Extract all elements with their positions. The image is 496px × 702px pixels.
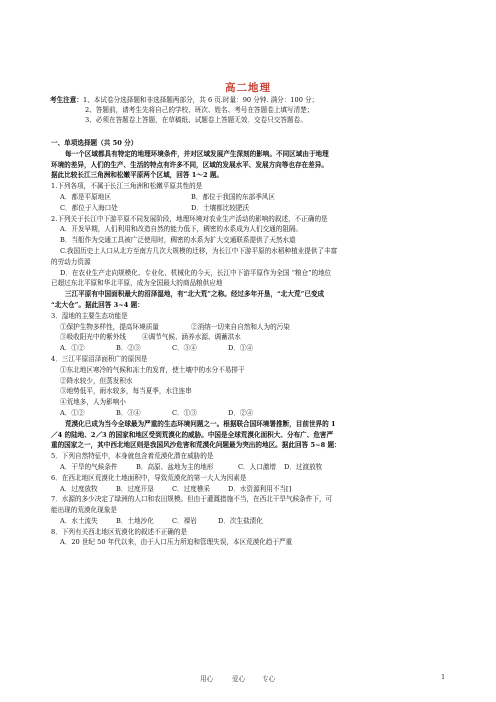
exam-notes: [50, 95, 470, 125]
option-b: B．都位于我国的东部季风区: [191, 192, 275, 201]
option-a: A．干旱的气候条件: [60, 462, 118, 471]
question-1: 1.下列各项，不属于长江三角洲和松嫩平原共性的是: [51, 182, 203, 191]
question-3-items: ③吸收阳光中的紫外线 ④调节气候、涵养水源、调蓄洪水: [60, 333, 241, 342]
option-a: A．都是平原地区: [60, 192, 111, 201]
question-6-options: [51, 484, 459, 495]
option-b: B．过度开垦: [116, 484, 154, 493]
option-c: C．③④: [172, 344, 197, 353]
intro-paragraph: “北大仓”。据此回答 3~4 题：: [51, 300, 144, 309]
question-4: 4．三江平原沼泽面积广的原因是: [51, 354, 148, 363]
option-d: D．水资源利用不当[]: [228, 484, 292, 493]
question-4-item: ③地势低平，雨水较多，每当夏季，水注连串: [60, 387, 192, 396]
question-3-options: [51, 343, 459, 354]
question-7-options: [51, 516, 459, 527]
footer-word: 用心: [200, 675, 214, 683]
option-a: A．20 世纪 50 年代以来，由于人口压力所迫和管理失误，本区荒漠化趋于严重: [60, 538, 293, 547]
option-c: C.我国历史上人口从北方至南方几次大规模的迁移，为长江中下游平原的水稻种植业提供了丰富: [60, 246, 338, 255]
intro-paragraph: 三江平原有中国面积最大的沼泽湿地，有“北大荒”之称。经过多年开垦，“北大荒”已变成: [65, 290, 325, 299]
question-4-item: ④荒地多，人为影响小: [60, 398, 126, 407]
option-d-cont: 已超过东北平原和华北平原，成为全国最大的商品粮供应地: [51, 279, 223, 288]
option-b: B．高原、盆地为主的地形: [136, 462, 214, 471]
option-a: A．①②: [60, 408, 85, 417]
option-b: B．土地沙化: [116, 516, 154, 525]
notes-line-2: 2、答题前，请考生先将自己的学校、班次、姓名、考号在答题卷上填写清楚；: [85, 106, 314, 114]
option-d: D．次生盐渍化: [218, 516, 263, 525]
question-5-options: [51, 462, 459, 473]
option-a: A．水土流失: [60, 516, 98, 525]
question-4-item: ②降水较少，但蒸发积水: [60, 376, 133, 385]
option-b: B．②③: [116, 344, 141, 353]
page-title: 高二地理: [225, 82, 271, 94]
option-c: C．裸岩: [172, 516, 197, 525]
option-c: C．①③: [172, 408, 197, 417]
option-c-cont: 的劳动力资源: [51, 257, 91, 266]
option-d: D．在农业生产走向规模化、专业化、机械化的今天，长江中下游平原作为全国 “粮仓”的地位: [60, 268, 332, 277]
question-3-items: ①保护生物多样性，提高环境质量 ②消纳一切来自自然和人为的污染: [60, 322, 290, 331]
question-5: 5．下列自然特征中，本身就包含着荒漠化潜在威胁的是: [51, 452, 214, 461]
question-8: 8．下列有关西北地区荒漠化的叙述不正确的是: [51, 527, 188, 536]
question-3: 3．湿地的主要生态功能是: [51, 311, 128, 320]
footer-word: 专心: [262, 675, 276, 683]
question-6: 6．在西北地区荒漠化土地面积中，导致荒漠化的第一大人为因素是: [51, 473, 247, 482]
question-1-options: [51, 192, 459, 203]
option-a: A．过度放牧: [60, 484, 98, 493]
question-7-cont: 能出现的荒漠化现象是: [51, 506, 117, 515]
footer-word: 爱心: [232, 675, 246, 683]
question-1-options: [51, 203, 459, 214]
intro-paragraph: ／4 的陆地、2／3 的国家和地区受到荒漠化的威胁。中国是全球荒漠化面积大、分布广、危害严: [51, 430, 334, 439]
intro-paragraph: 环境的差异，人们的生产、生活的特点有许多不同，区域的发展水平、发展方向等也存在差异。: [51, 160, 328, 169]
section-heading: 一、单项选择题（共 50 分）: [51, 139, 138, 147]
intro-paragraph: 荒漠化已成为当今全球最为严重的生态环境问题之一。根据联合国环境署推断，目前世界的 1: [65, 419, 336, 428]
notes-line-3: 3、必须在答题卷上答题，在草稿纸、试题卷上答题无效．交卷只交答题卷。: [85, 116, 307, 124]
option-a: A．①②: [60, 344, 85, 353]
option-b: B．③④: [116, 408, 141, 417]
option-d: D．土壤都比较肥沃: [191, 203, 250, 212]
intro-paragraph: 每一个区域都具有特定的地理环境条件，并对区域发展产生深刻的影响。不同区域由于地理: [65, 149, 329, 158]
option-a: A．开发早期，人们利用和改造自然的能力低下，稠密的水系成为人们交通的阻隔。: [60, 225, 303, 234]
option-c: C．人口激增: [238, 462, 277, 471]
intro-paragraph: 据此比较长江三角洲和松嫩平原两个区域，回答 1～2 题。: [51, 171, 224, 180]
question-7: 7．水源的多少决定了绿洲的人口和农田规模。但由于灌溉措施不当，在西北干旱气候条件下，可: [51, 495, 333, 504]
exam-content: [51, 138, 459, 548]
notes-line-1: 考生注意：1、本试卷分选择题和非选择题两部分，共 6 页.时量：90 分钟. 满分：100 分；: [50, 96, 319, 104]
option-c: C．都位于入海口处: [60, 203, 118, 212]
option-c: C．过度樵采: [172, 484, 211, 493]
notes-label: 考生注意：: [50, 96, 83, 104]
question-4-item: ①东北地区寒冷的气候和冻土的发育，使土壤中的水分不易排干: [60, 365, 245, 374]
option-d: D．①④: [228, 344, 254, 353]
question-2: 2.下列关于长江中下游平原不同发展阶段，地理环境对农业生产活动的影响的叙述，不正确的是: [51, 214, 328, 223]
question-4-options: [51, 408, 459, 419]
option-b: B．当船作为交通工具被广泛使用时，稠密的水系为扩大交通联系提供了天然水道: [60, 236, 296, 245]
option-d: D．过渡放牧: [284, 462, 323, 471]
page-number: 1: [441, 673, 446, 681]
option-d: D．②④: [228, 408, 254, 417]
intro-paragraph: 重的国家之一，其中西北地区则是我国风沙危害和荒漠化问题最为突出的地区。据此回答 5~8 题：: [51, 441, 341, 450]
